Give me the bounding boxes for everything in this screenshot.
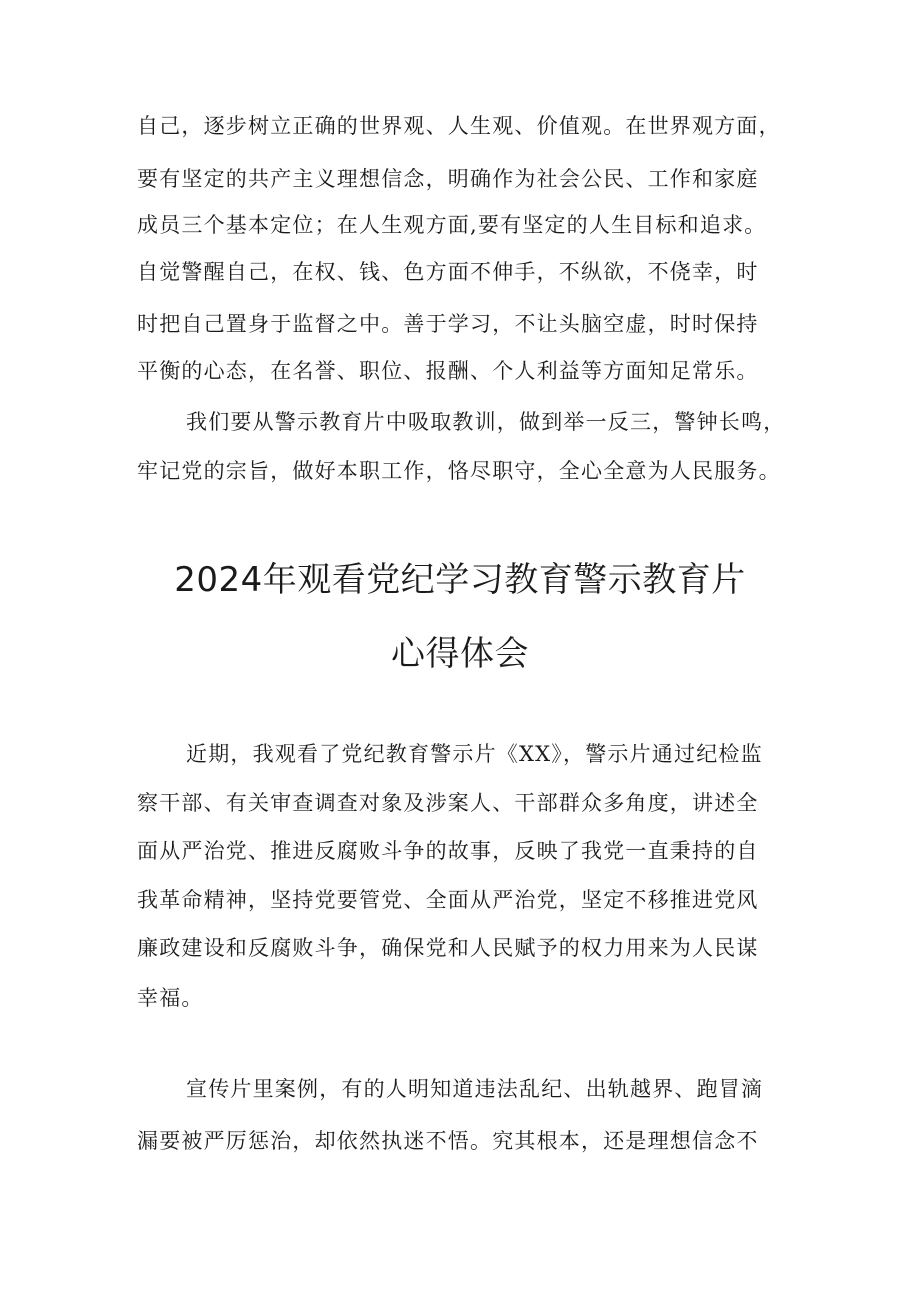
text-line: 自觉警醒自己，在权、钱、色方面不伸手，不纵欲，不侥幸，时: [137, 260, 759, 284]
text-line: 察干部、有关审查调查对象及涉案人、干部群众多角度，讲述全: [137, 791, 759, 815]
text-line: 幸福。: [137, 986, 204, 1010]
text-line: 宣传片里案例，有的人明知道违法乱纪、出轨越界、跑冒滴: [186, 1077, 764, 1101]
document-subtitle: 心得体会: [391, 634, 529, 674]
text-line: 成员三个基本定位；在人生观方面,要有坚定的人生目标和追求。: [137, 213, 767, 237]
text-line: 我们要从警示教育片中吸取教训，做到举一反三，警钟长鸣，: [186, 410, 786, 434]
text-line: 廉政建设和反腐败斗争，确保党和人民赋予的权力用来为人民谋: [137, 936, 759, 960]
text-line: 我革命精神，坚持党要管党、全面从严治党，坚定不移推进党风: [137, 888, 759, 912]
text-line: 面从严治党、推进反腐败斗争的故事，反映了我党一直秉持的自: [137, 839, 759, 863]
text-line: 漏要被严厉惩治，却依然执迷不悟。究其根本，还是理想信念不: [137, 1129, 759, 1153]
text-line: 要有坚定的共产主义理想信念，明确作为社会公民、工作和家庭: [137, 167, 759, 191]
text-line: 牢记党的宗旨，做好本职工作，恪尽职守，全心全意为人民服务。: [137, 459, 781, 483]
text-line: 时把自己置身于监督之中。善于学习，不让头脑空虚，时时保持: [137, 312, 759, 336]
text-line: 近期，我观看了党纪教育警示片《XX》，警示片通过纪检监: [186, 742, 763, 766]
text-line: 自己，逐步树立正确的世界观、人生观、价值观。在世界观方面，: [137, 114, 781, 138]
text-line: 平衡的心态，在名誉、职位、报酬、个人利益等方面知足常乐。: [137, 359, 759, 383]
document-title: 2024年观看党纪学习教育警示教育片: [174, 560, 746, 600]
